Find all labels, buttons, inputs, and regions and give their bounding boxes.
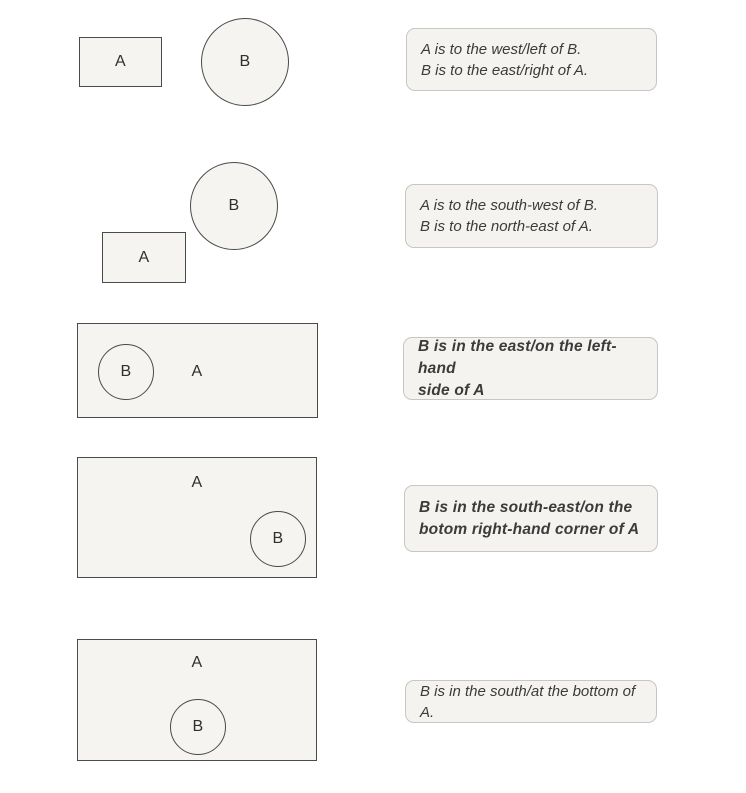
caption-line: botom right-hand corner of A	[419, 520, 640, 538]
caption-row5	[405, 680, 657, 723]
caption-line: B is to the north-east of A.	[420, 218, 593, 235]
caption-line: side of A	[418, 381, 485, 399]
caption-line: B is to the east/right of A.	[421, 61, 589, 79]
rectangle-a-row1	[79, 37, 162, 87]
circle-b-row5	[170, 699, 226, 755]
rect-a-label: A	[191, 474, 203, 491]
circle-b-row4	[250, 511, 306, 567]
rect-a-label: A	[191, 654, 203, 671]
caption-line: B is in the south-east/on the	[419, 498, 633, 516]
caption-row1	[406, 28, 657, 91]
circle-b-label: B	[192, 718, 204, 735]
circle-b-label: B	[239, 53, 251, 70]
caption-line: B is in the east/on the left-hand	[418, 337, 617, 377]
caption-row4	[404, 485, 658, 552]
caption-row3	[403, 337, 658, 400]
circle-b-label: B	[272, 530, 284, 547]
rectangle-a-row2	[102, 232, 186, 283]
circle-b-label: B	[228, 197, 240, 214]
circle-b-row2	[190, 162, 278, 250]
caption-line: B is in the south/at the bottom of A.	[420, 682, 636, 721]
circle-b-row1	[201, 18, 289, 106]
circle-b-label: B	[120, 363, 132, 380]
caption-row2	[405, 184, 658, 248]
caption-line: A is to the south-west of B.	[420, 197, 598, 214]
rect-a-label: A	[115, 53, 126, 70]
rect-a-label: A	[138, 248, 150, 266]
circle-b-row3	[98, 344, 154, 400]
caption-line: A is to the west/left of B.	[421, 40, 582, 58]
rect-a-label: A	[191, 363, 203, 380]
